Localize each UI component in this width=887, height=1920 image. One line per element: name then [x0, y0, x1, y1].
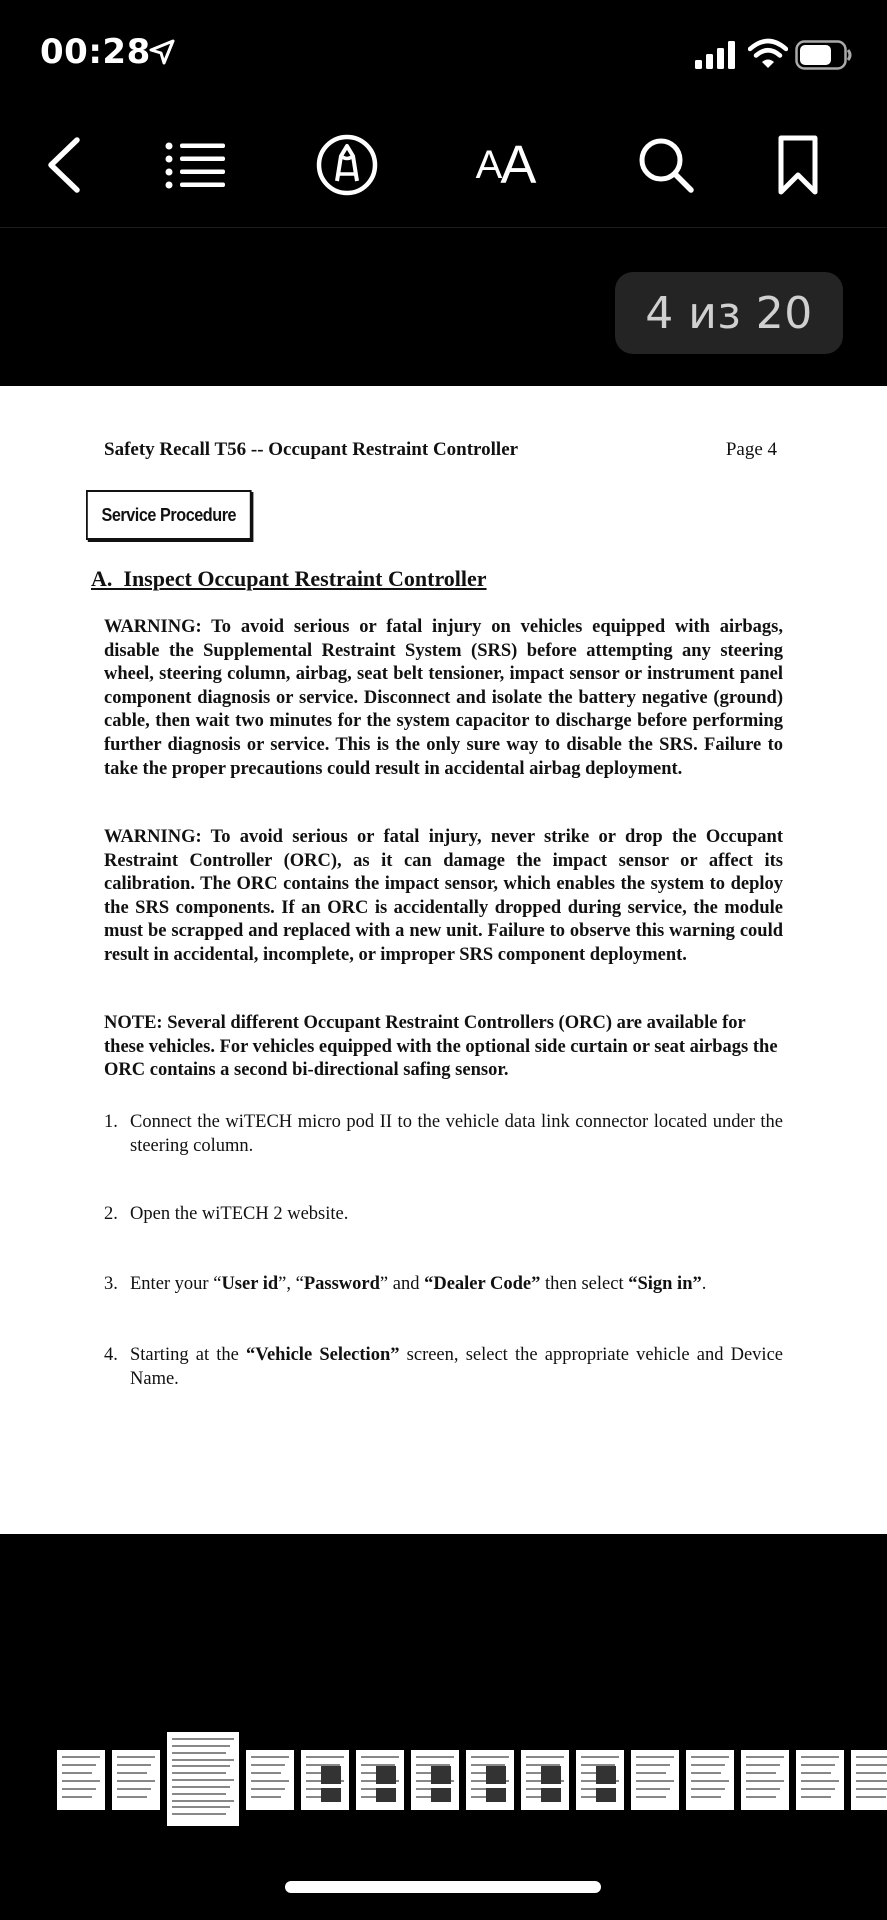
service-procedure-box: Service Procedure: [86, 490, 252, 540]
location-arrow-icon: [148, 38, 176, 66]
step-text-part: then select: [540, 1274, 629, 1294]
back-button[interactable]: [40, 132, 86, 198]
step-text-part: ” and: [379, 1274, 425, 1294]
page-thumbnail[interactable]: [851, 1750, 887, 1810]
step-number: 3.: [104, 1274, 118, 1294]
chevron-left-icon: [45, 137, 81, 193]
page-thumbnail[interactable]: [356, 1750, 404, 1810]
document-page: [0, 386, 887, 1534]
pencil-tip-circle-icon: [316, 134, 378, 196]
text-size-small-a: A: [475, 142, 501, 187]
step-text-part: ”, “: [278, 1274, 304, 1294]
step-text: [130, 1272, 783, 1296]
page-thumbnail[interactable]: [246, 1750, 294, 1810]
page-thumbnail[interactable]: [112, 1750, 160, 1810]
step-number: 2.: [104, 1204, 118, 1224]
status-bar: [0, 0, 887, 110]
home-indicator[interactable]: [285, 1881, 601, 1893]
bookmark-button[interactable]: [776, 132, 820, 198]
markup-button[interactable]: [315, 132, 379, 198]
step-text-part: screen, select the appropriate vehicle and Device Name.: [130, 1345, 783, 1389]
warning-paragraph-1: WARNING: To avoid serious or fatal injury on vehicles equipped with airbags, disable the Supplemental Restraint System (SRS) before attempting any steering wheel, steering column, airbag, seat belt tensioner, impact sensor or instrument panel component diagnosis or service. Disconnect and isolate the battery negative (ground) cable, then wait two minutes for the system capacitor to discharge before performing further diagnosis or service. This is the only sure way to disable the SRS. Failure to take the proper precautions could result in accidental airbag deployment.: [104, 617, 783, 779]
step-number: 1.: [104, 1112, 118, 1132]
page-thumbnail[interactable]: [741, 1750, 789, 1810]
document-header-page: Page 4: [725, 439, 777, 460]
step-text-bold: “Sign in”: [628, 1274, 702, 1294]
table-of-contents-button[interactable]: [163, 132, 227, 198]
note-paragraph: NOTE: Several different Occupant Restraint Controllers (ORC) are available for these vehicles. For vehicles equipped with the optional side curtain or seat airbags the ORC contains a second bi-directional safing sensor.: [104, 1013, 778, 1081]
cellular-signal-icon: [693, 40, 743, 70]
step-text: Connect the wiTECH micro pod II to the vehicle data link connector located under the steering column.: [130, 1112, 783, 1156]
search-button[interactable]: [636, 132, 696, 198]
page-thumbnail[interactable]: [796, 1750, 844, 1810]
step-text-bold: “Dealer Code”: [424, 1274, 541, 1294]
page-thumbnail[interactable]: [521, 1750, 569, 1810]
step-text-part: .: [701, 1274, 707, 1294]
step-text-bold: User id: [221, 1274, 279, 1294]
page-thumbnail[interactable]: [466, 1750, 514, 1810]
procedure-step-4: [104, 1343, 783, 1391]
page-thumbnail[interactable]: [631, 1750, 679, 1810]
battery-icon: [795, 40, 853, 70]
procedure-step-3: [104, 1272, 783, 1296]
wifi-icon: [748, 38, 788, 70]
page-counter: 4 из 20: [615, 272, 843, 354]
section-title: A. Inspect Occupant Restraint Controller: [91, 566, 487, 591]
page-thumbnail[interactable]: [57, 1750, 105, 1810]
reader-toolbar: [0, 110, 887, 228]
text-size-button[interactable]: [468, 132, 542, 198]
document-header-title: Safety Recall T56 -- Occupant Restraint Controller: [104, 439, 519, 460]
procedure-step-2: [104, 1202, 783, 1226]
warning-paragraph-2: WARNING: To avoid serious or fatal injury, never strike or drop the Occupant Restraint Controller (ORC), as it can damage the impact sensor or affect its calibration. The ORC contains the impact sensor, which enables the system to deploy the SRS components. If an ORC is accidentally dropped during service, the module must be scrapped and replaced with a new unit. Failure to observe this warning could result in accidental, incomplete, or improper SRS component deployment.: [104, 827, 783, 965]
step-text: Open the wiTECH 2 website.: [130, 1204, 349, 1224]
step-text-part: Starting at the: [130, 1345, 247, 1365]
page-thumbnail[interactable]: [167, 1732, 239, 1826]
page-thumbnail[interactable]: [411, 1750, 459, 1810]
search-icon: [636, 135, 696, 195]
step-text: [130, 1343, 783, 1391]
text-size-large-a: A: [500, 135, 535, 195]
page-thumbnail[interactable]: [576, 1750, 624, 1810]
procedure-step-1: [104, 1110, 783, 1158]
step-number: 4.: [104, 1345, 118, 1365]
page-thumbnail[interactable]: [686, 1750, 734, 1810]
page-thumbnail-strip: [0, 1703, 887, 1823]
status-time: 00:28: [40, 32, 151, 72]
step-text-part: Enter your “: [130, 1274, 222, 1294]
bookmark-icon: [777, 134, 819, 196]
step-text-bold: Password: [303, 1274, 380, 1294]
list-icon: [164, 140, 226, 190]
step-text-bold: “Vehicle Selection”: [246, 1345, 400, 1365]
page-thumbnail[interactable]: [301, 1750, 349, 1810]
